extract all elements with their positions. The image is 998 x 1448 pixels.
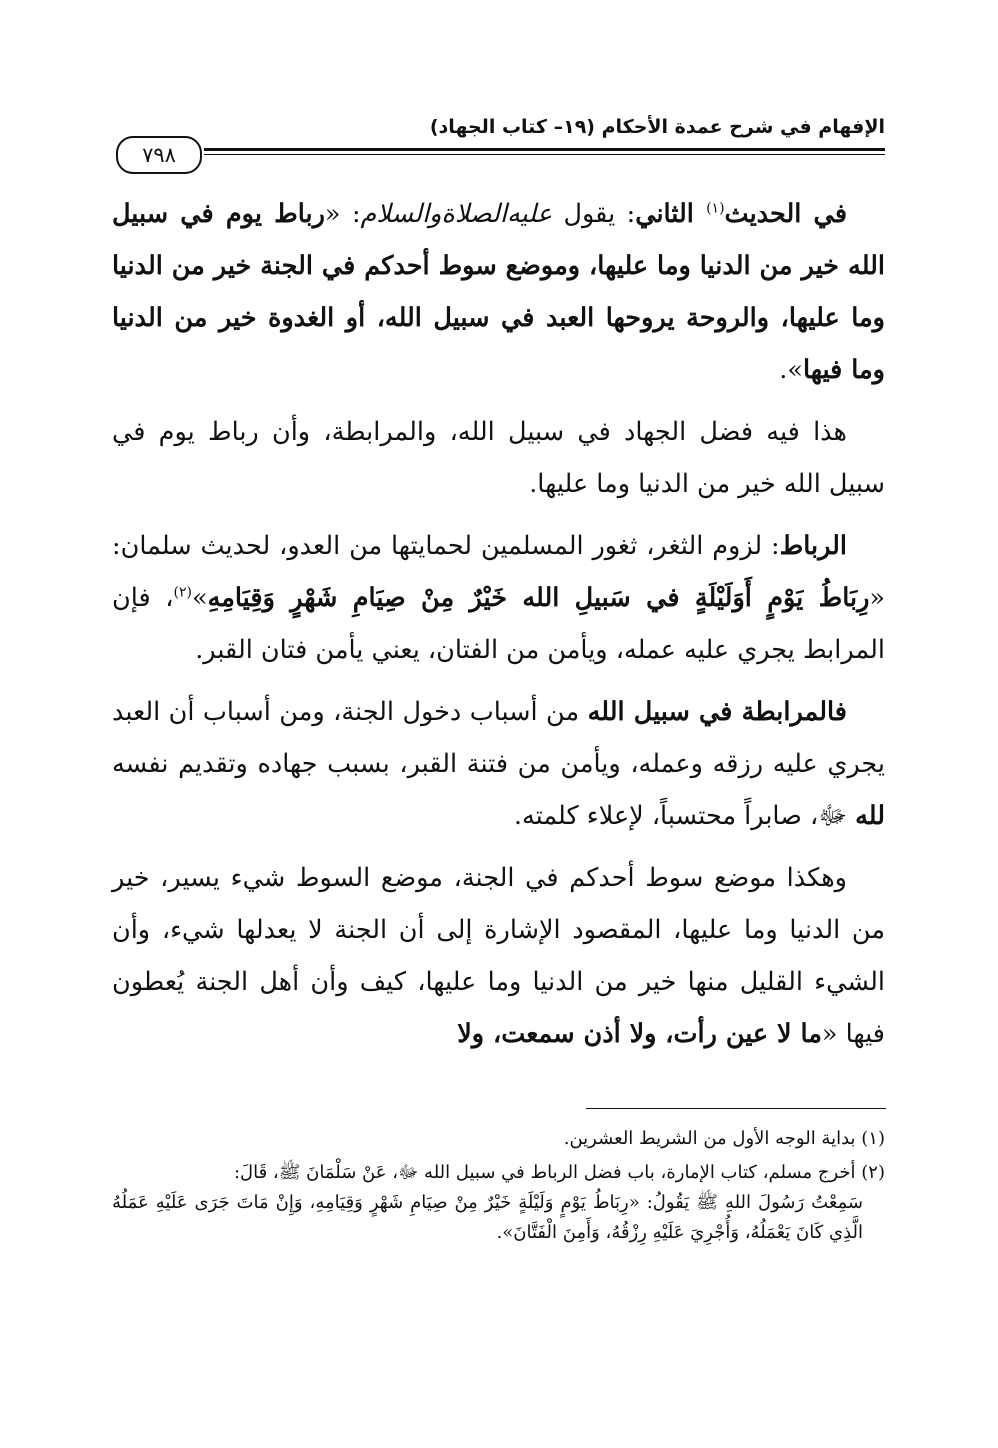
paragraph-3 [112,520,885,676]
page-header [112,108,885,178]
murabata-lead: فالمرابطة في سبيل الله [587,697,847,727]
hadith-intro: في الحديث [724,199,848,229]
footnote-2-hadith: سَمِعْتُ رَسُولَ اللهِ ﷺ يَقُولُ: «رِبَاطُ يَوْمٍ وَلَيْلَةٍ خَيْرٌ مِنْ صِيَامِ شَهْرٍ وَقِيَامِهِ، وَإِنْ مَاتَ جَرَى عَلَيْهِ عَمَلُهُ الَّذِي كَانَ يَعْمَلُهُ، وَأُجْرِيَ عَلَيْهِ رِزْقُهُ، وَأَمِنَ الْفَتَّانَ». [112,1192,863,1243]
quote-close: ». [779,355,803,385]
term-ribat: الرباط [779,531,847,561]
quote-open: : « [324,199,361,229]
paragraph-1 [112,188,885,396]
paragraph-4 [112,686,885,842]
main-text [112,188,885,1070]
footnote-ref-2: (٢) [173,584,192,601]
paragraph-5 [112,852,885,1060]
footnote-2 [112,1158,885,1248]
page-number-frame [116,136,202,174]
ribat-definition: : لزوم الثغر، ثغور المسلمين لحمايتها من العدو، لحديث سلمان: « [112,531,885,613]
footnote-1: (١) بداية الوجه الأول من الشريط العشرين. [563,1128,885,1149]
hadith-text-1: رباط يوم في سبيل الله خير من الدنيا وما عليها، وموضع سوط أحدكم في الجنة خير من الدنيا وما عليها، والروحة يروحها العبد في سبيل الله، أو الغدوة خير من الدنيا وما فيها [112,199,885,385]
footnotes [112,1124,885,1252]
header-rule-thick [204,148,885,151]
quote-close-2: » [191,583,208,613]
salutation: عليه‌الصلاة‌والسلام [360,199,553,229]
honorific-glyph: ﷻ [818,801,856,831]
paragraph-2: هذا فيه فضل الجهاد في سبيل الله، والمرابطة، وأن رباط يوم في سبيل الله خير من الدنيا وما عليها. [112,417,885,499]
footnote-ref-1: (١) [706,200,725,217]
running-title: الإفهام في شرح عمدة الأحكام (١٩– كتاب الجهاد) [429,116,885,138]
header-rule-thin [204,154,885,155]
hadith-ordinal: الثاني [635,199,707,229]
footnote-separator [586,1108,886,1109]
murabata-text-1: من أسباب دخول الجنة، ومن أسباب أن العبد يجري عليه رزقه وعمله، ويأمن من فتنة القبر، بسبب جهاده وتقديم نفسه [112,697,885,779]
footnote-2-line-1: (٢) أخرج مسلم، كتاب الإمارة، باب فضل الرباط في سبيل الله ﷻ، عَنْ سَلْمَانَ ﷺ، قَالَ: [233,1162,885,1183]
page-number: ٧٩٨ [142,143,176,167]
murabata-text-2: ، صابراً محتسباً، لإعلاء كلمته. [513,801,819,831]
hadith-text-2: رِبَاطُ يَوْمٍ أَوَلَيْلَةٍ في سَبيلِ الله خَيْرٌ مِنْ صِيَامِ شَهْرٍ وَقِيَامِهِ [207,583,870,613]
says-text: : يقول [552,199,636,229]
whip-place-text: وهكذا موضع سوط أحدكم في الجنة، موضع السوط شيء يسير، خير من الدنيا وما عليها، المقصود الإشارة إلى أن الجنة لا يعدلها شيء، وأن الشيء القليل منها خير من الدنيا وما عليها، كيف وأن أهل الجنة يُعطون فيها « [112,863,885,1049]
allah-word: لله [855,801,885,831]
ribat-explanation: ، فإن المرابط يجري عليه عمله، ويأمن من الفتان، يعني يأمن فتان القبر. [112,583,885,665]
hadith-text-3: ما لا عين رأت، ولا أذن سمعت، ولا [457,1019,822,1049]
